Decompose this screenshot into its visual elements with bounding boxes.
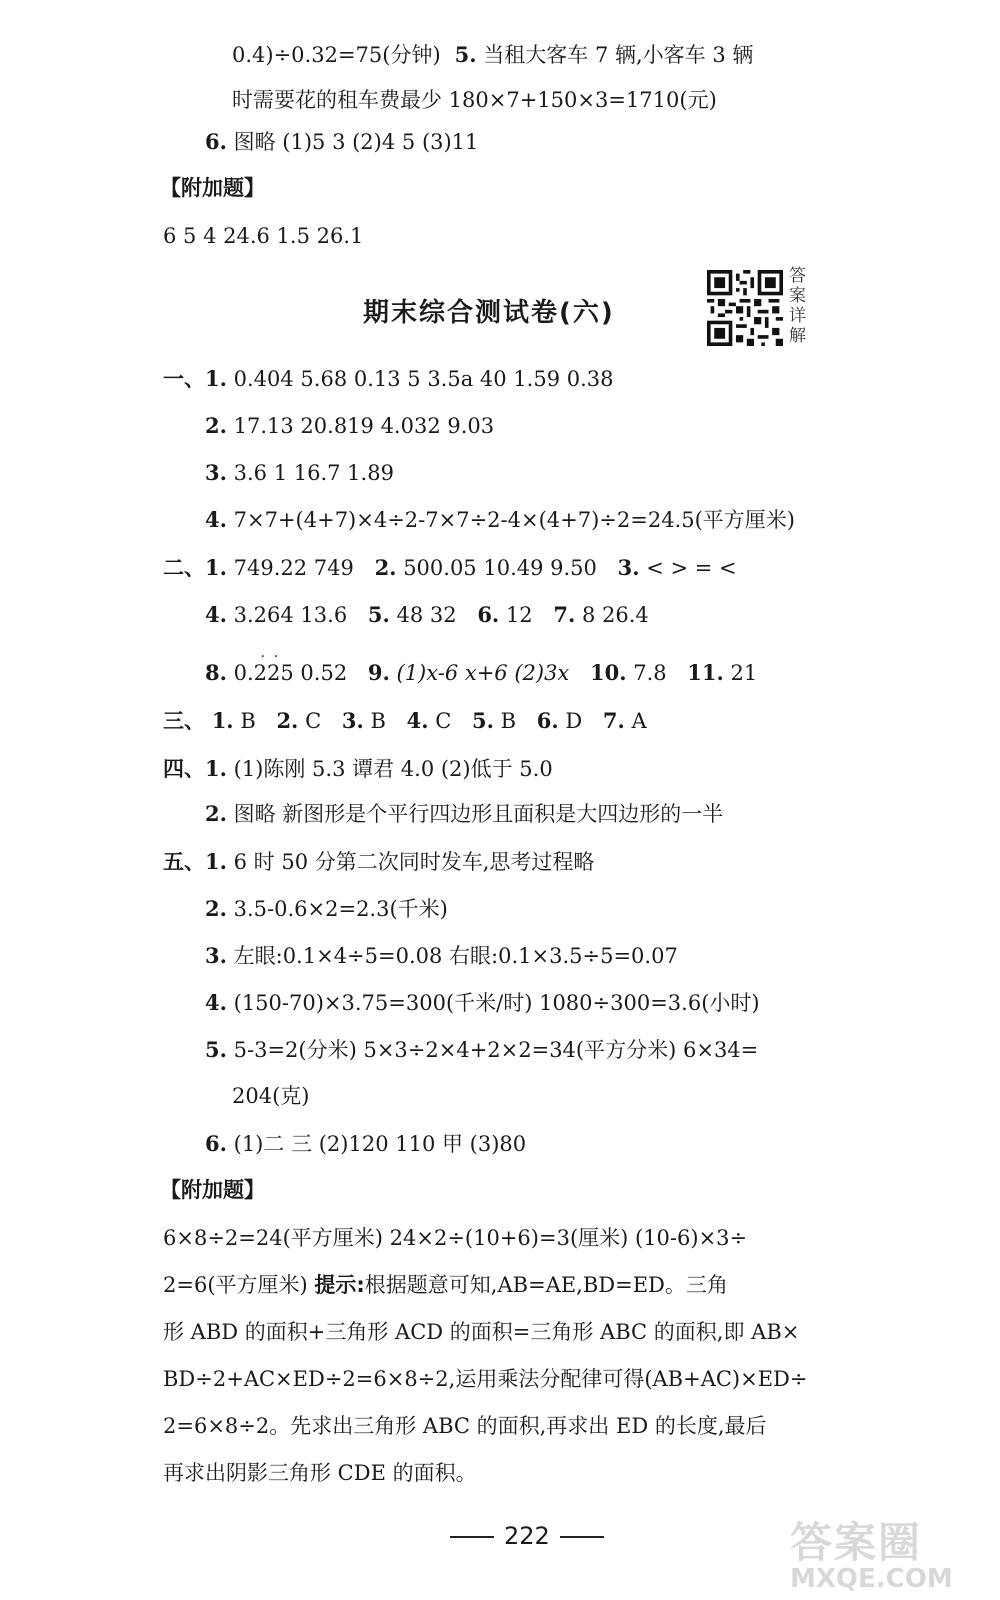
- answer-text: 图略 (1)5 3 (2)4 5 (3)11: [233, 130, 479, 154]
- s4-q2: [205, 803, 723, 825]
- question-number: 6.: [205, 129, 227, 154]
- dash-icon: [560, 1536, 604, 1538]
- section-label: 四、: [163, 757, 205, 781]
- s4-q1: [163, 758, 553, 780]
- answer-text: 17.13 20.819 4.032 9.03: [233, 414, 495, 438]
- repeating-decimal: [233, 649, 348, 685]
- question-number: 2.: [205, 801, 227, 826]
- question-number: 1.: [205, 366, 227, 391]
- answer-text: 500.05 10.49 9.50: [403, 556, 597, 580]
- answer-text: 根据题意可知,AB=AE,BD=ED。三角: [364, 1273, 728, 1297]
- answer-text: (1)陈刚 5.3 谭君 4.0 (2)低于 5.0: [233, 757, 553, 781]
- hint-label: 提示:: [314, 1273, 365, 1297]
- section-label: 一、: [163, 367, 205, 391]
- answer-text: C: [305, 709, 322, 733]
- question-number: 4.: [205, 602, 227, 627]
- s5-q5: [205, 1039, 758, 1061]
- s1-q2: [205, 415, 494, 437]
- question-number: 5.: [471, 708, 494, 733]
- question-number: 2.: [205, 896, 227, 921]
- question-number: 5.: [454, 42, 477, 67]
- answer-text: 21: [730, 661, 758, 685]
- answer-text: 0.404 5.68 0.13 5 3.5a 40 1.59 0.38: [233, 367, 614, 391]
- s5-q2: [205, 898, 448, 920]
- question-number: 3.: [205, 943, 227, 968]
- s1-q4: [205, 509, 795, 531]
- answer-text: 0.225 0.52: [233, 661, 348, 685]
- answer-text: 8 26.4: [581, 603, 649, 627]
- question-number: 1.: [205, 756, 227, 781]
- repeat-dot-icon: ·: [260, 649, 266, 665]
- bonus-paragraph-line: 2=6×8÷2。先求出三角形 ABC 的面积,再求出 ED 的长度,最后: [163, 1414, 767, 1438]
- answer-text: 0.4)÷0.32=75(分钟): [232, 43, 441, 67]
- answer-text: B: [500, 709, 517, 733]
- s5-q6: [205, 1133, 526, 1155]
- section-label: 二、: [163, 556, 205, 580]
- question-number: 11.: [687, 660, 724, 685]
- repeat-dot-icon: ·: [273, 649, 279, 665]
- s5-q1: [163, 851, 594, 873]
- question-number: 6.: [205, 1131, 227, 1156]
- question-number: 1.: [211, 708, 234, 733]
- bonus-answer: 6 5 4 24.6 1.5 26.1: [163, 224, 364, 248]
- section-label: 三、: [163, 709, 205, 733]
- question-number: 6.: [477, 602, 500, 627]
- answer-text: B: [240, 709, 256, 733]
- question-number: 7.: [553, 602, 576, 627]
- answer-text: 左眼:0.1×4÷5=0.08 右眼:0.1×3.5÷5=0.07: [233, 944, 678, 968]
- question-number: 4.: [205, 990, 227, 1015]
- bonus-heading: 【附加题】: [160, 1178, 265, 1202]
- qr-code-icon[interactable]: [707, 270, 783, 346]
- bonus-paragraph-line: 再求出阴影三角形 CDE 的面积。: [163, 1461, 477, 1485]
- question-number: 3.: [617, 555, 640, 580]
- question-number: 1.: [205, 849, 227, 874]
- s2-row1: [163, 557, 737, 579]
- bonus-paragraph-line: 6×8÷2=24(平方厘米) 24×2÷(10+6)=3(厘米) (10-6)×3÷: [163, 1226, 748, 1250]
- question-number: 5.: [367, 602, 390, 627]
- question-number: 1.: [205, 555, 227, 580]
- s5-q5-cont: 204(克): [232, 1084, 310, 1108]
- answer-text: B: [370, 709, 386, 733]
- page-number: [440, 1522, 614, 1550]
- question-number: 2.: [205, 413, 227, 438]
- section-label: 五、: [163, 850, 205, 874]
- answer-text: 7×7+(4+7)×4÷2-7×7÷2-4×(4+7)÷2=24.5(平方厘米): [233, 508, 795, 532]
- s3-row: [163, 710, 647, 732]
- answer-text: 12: [505, 603, 533, 627]
- answer-text: 3.5-0.6×2=2.3(千米): [233, 897, 448, 921]
- answer-text: 图略 新图形是个平行四边形且面积是大四边形的一半: [233, 802, 724, 826]
- answer-text: 48 32: [396, 603, 457, 627]
- answer-text: 5-3=2(分米) 5×3÷2×4+2×2=34(平方分米) 6×34=: [233, 1038, 759, 1062]
- s2-row2: [205, 604, 649, 626]
- answer-text: 2=6(平方厘米): [163, 1273, 315, 1297]
- answer-text: 3.6 1 16.7 1.89: [233, 461, 394, 485]
- watermark: [790, 1510, 980, 1594]
- s1-q1: [163, 368, 614, 390]
- question-number: 10.: [589, 660, 627, 685]
- question-number: 2.: [276, 708, 299, 733]
- s5-q3: [205, 945, 678, 967]
- answer-text: (1)二 三 (2)120 110 甲 (3)80: [233, 1132, 527, 1156]
- answer-text: (1)x-6 x+6 (2)3x: [396, 661, 570, 685]
- s2-row3: [205, 649, 758, 685]
- answer-text: 6 时 50 分第二次同时发车,思考过程略: [233, 850, 595, 874]
- answer-text: D: [565, 709, 583, 733]
- question-number: 7.: [602, 708, 625, 733]
- qr-label: 答案详解: [789, 266, 806, 346]
- question-number: 3.: [205, 460, 227, 485]
- question-number: 4.: [406, 708, 429, 733]
- bonus-heading: 【附加题】: [160, 176, 265, 200]
- question-number: 3.: [341, 708, 364, 733]
- dash-icon: [450, 1536, 494, 1538]
- s5-q4: [205, 992, 760, 1014]
- bonus-paragraph-line: [163, 1275, 728, 1296]
- s1-q3: [205, 462, 394, 484]
- question-number: 2.: [374, 555, 397, 580]
- question-number: 9.: [367, 660, 390, 685]
- answer-text: 749.22 749: [233, 556, 354, 580]
- answer-text: C: [435, 709, 452, 733]
- watermark-logo: 答案圈: [790, 1518, 923, 1567]
- bonus-paragraph-line: 形 ABD 的面积+三角形 ACD 的面积=三角形 ABC 的面积,即 AB×: [163, 1320, 800, 1344]
- answer-text: (150-70)×3.75=300(千米/时) 1080÷300=3.6(小时): [233, 991, 760, 1015]
- answer-text: 当租大客车 7 辆,小客车 3 辆: [483, 43, 754, 67]
- exam-title: 期末综合测试卷(六): [363, 298, 615, 328]
- answer-text: 3.264 13.6: [233, 603, 348, 627]
- watermark-url: MXQE.COM: [790, 1564, 953, 1594]
- question-number: 4.: [205, 507, 227, 532]
- page-number-text: 222: [504, 1522, 550, 1550]
- answer-text: < > = <: [646, 556, 737, 580]
- question-number: 5.: [205, 1037, 227, 1062]
- top-line-3: [205, 131, 478, 153]
- bonus-paragraph-line: BD÷2+AC×ED÷2=6×8÷2,运用乘法分配律可得(AB+AC)×ED÷: [163, 1367, 808, 1391]
- answer-text: 7.8: [633, 661, 667, 685]
- top-line-2: 时需要花的租车费最少 180×7+150×3=1710(元): [232, 88, 717, 112]
- top-line-1: [232, 44, 753, 66]
- answer-text: A: [631, 709, 647, 733]
- question-number: 8.: [205, 660, 227, 685]
- question-number: 6.: [536, 708, 559, 733]
